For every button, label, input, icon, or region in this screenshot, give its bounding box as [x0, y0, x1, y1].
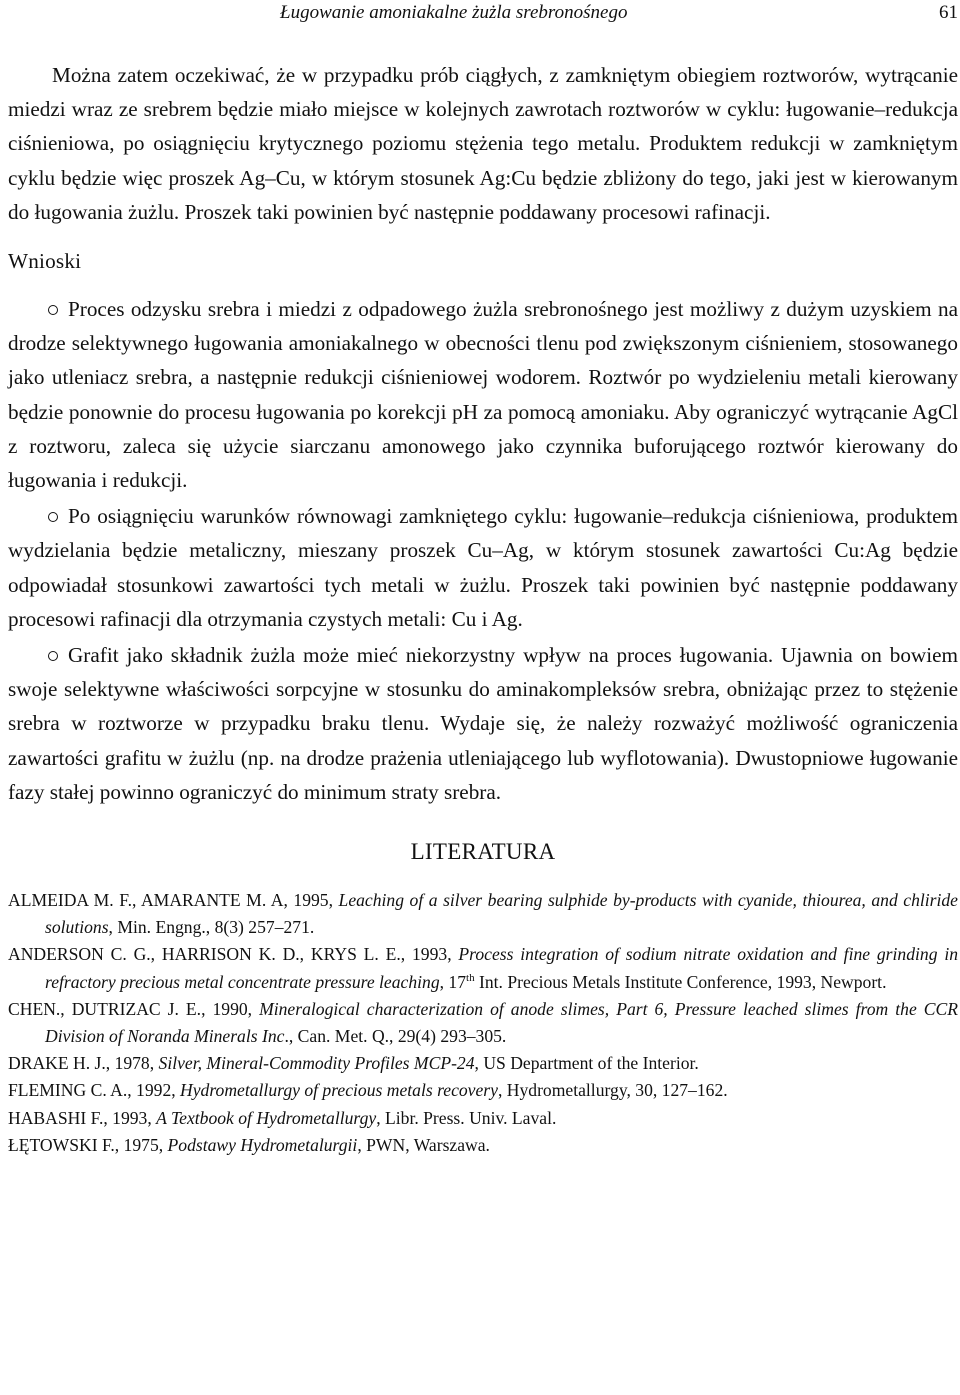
reference-source: , 17: [439, 971, 467, 992]
intro-paragraph: Można zatem oczekiwać, że w przypadku prób ciągłych, z zamkniętym obiegiem roztworów, wytrącanie miedzi wraz ze srebrem będzie miało miejsce w kolejnych zawrotach roztworów w cyklu: ługowanie–redukcja ciśnieniowa, po osiągnięciu krytycznego poziomu stężenia tego metalu. Produktem redukcji w zamkniętym cyklu będzie więc proszek Ag–Cu, w którym stosunek Ag:Cu będzie zbliżony do tego, jaki jest w kierowanym do ługowania żużlu. Proszek taki powinien być następnie poddawany procesowi rafinacji.: [8, 63, 958, 224]
reference-item: [8, 1050, 958, 1077]
paper-page: [8, 0, 958, 1159]
reference-title: Podstawy Hydrometalurgii: [167, 1134, 358, 1155]
reference-item: [8, 941, 958, 995]
reference-source: , PWN, Warszawa.: [357, 1134, 490, 1155]
conclusions-list: [8, 292, 958, 809]
conclusion-bullet: [8, 499, 958, 636]
bullet-icon: [48, 305, 58, 315]
reference-superscript: th: [466, 971, 475, 984]
conclusion-bullet: [8, 292, 958, 497]
reference-item: [8, 1105, 958, 1132]
reference-list: [8, 887, 958, 1159]
reference-authors: ALMEIDA M. F., AMARANTE M. A, 1995,: [8, 890, 339, 911]
conclusion-text: Grafit jako składnik żużla może mieć niekorzystny wpływ na proces ługowania. Ujawnia on bowiem swoje selektywne właściwości sorpcyjne w stosunku do aminakompleksów srebra, obniżając przez to stężenie srebra w roztworze w przypadku braku tlenu. Wydaje się, że należy rozważyć możliwość ograniczenia zawartości grafitu w żużlu (np. na drodze prażenia utleniającego lub wyflotowania). Dwustopniowe ługowanie fazy stałej powinno ograniczyć do minimum straty srebra.: [8, 643, 958, 804]
reference-source: , Libr. Press. Univ. Laval.: [376, 1107, 557, 1128]
running-header: [8, 2, 958, 30]
reference-title: Process integration of sodium nitrate oxidation and fine grinding in refractory precious metal concentrate pressure leaching: [45, 944, 958, 992]
reference-source: ., Can. Met. Q., 29(4) 293–305.: [284, 1026, 507, 1047]
reference-authors: DRAKE H. J., 1978,: [8, 1053, 159, 1074]
reference-item: [8, 996, 958, 1050]
reference-item: [8, 1077, 958, 1104]
bullet-icon: [48, 512, 58, 522]
page-number: 61: [939, 2, 958, 23]
reference-authors: ŁĘTOWSKI F., 1975,: [8, 1134, 168, 1155]
conclusion-text: Proces odzysku srebra i miedzi z odpadowego żużla srebronośnego jest możliwy z dużym uzyskiem na drodze selektywnego ługowania amoniakalnego w obecności tlenu pod zwiększonym ciśnieniem, stosowanego jako utleniacz srebra, a następnie redukcji ciśnieniowej wodorem. Roztwór po wydzieleniu metali kierowany będzie ponownie do procesu ługowania po korekcji pH za pomocą amoniaku. Aby ograniczyć wytrącanie AgCl z roztworu, zaleca się użycie siarczanu amonowego jako czynnika buforującego roztwór kierowany do ługowania i redukcji.: [8, 297, 958, 493]
reference-title: Leaching of a silver bearing sulphide by-products with cyanide, thiourea, and chliride solutions: [45, 890, 958, 938]
bullet-icon: [48, 651, 58, 661]
reference-source: , Min. Engng., 8(3) 257–271.: [108, 917, 315, 938]
reference-title: A Textbook of Hydrometallurgy: [156, 1107, 377, 1128]
reference-authors: CHEN., DUTRIZAC J. E., 1990,: [8, 998, 260, 1019]
reference-source: , US Department of the Interior.: [474, 1053, 699, 1074]
conclusion-text: Po osiągnięciu warunków równowagi zamkniętego cyklu: ługowanie–redukcja ciśnieniowa, produktem wydzielania będzie metaliczny, mieszany proszek Cu–Ag, w którym stosunek zawartości Cu:Ag będzie odpowiadał stosunkowi zawartości tych metali w żużlu. Proszek taki powinien być następnie poddawany procesowi rafinacji dla otrzymania czystych metali: Cu i Ag.: [8, 504, 958, 631]
reference-authors: HABASHI F., 1993,: [8, 1107, 157, 1128]
reference-authors: ANDERSON C. G., HARRISON K. D., KRYS L. E., 1993,: [8, 944, 459, 965]
reference-item: [8, 1132, 958, 1159]
reference-source-cont: Int. Precious Metals Institute Conference, 1993, Newport.: [474, 971, 887, 992]
reference-item: [8, 887, 958, 941]
conclusion-bullet: [8, 638, 958, 809]
reference-authors: FLEMING C. A., 1992,: [8, 1080, 181, 1101]
section-heading-literature: LITERATURA: [410, 839, 556, 865]
running-title: Ługowanie amoniakalne żużla srebronośnego: [280, 2, 628, 23]
reference-title: Hydrometallurgy of precious metals recovery: [180, 1080, 498, 1101]
reference-title: Silver, Mineral-Commodity Profiles MCP-24: [158, 1053, 475, 1074]
section-heading-conclusions: Wnioski: [8, 249, 82, 274]
reference-source: , Hydrometallurgy, 30, 127–162.: [497, 1080, 728, 1101]
reference-title: Mineralogical characterization of anode slimes, Part 6, Pressure leached slimes from the CCR Division of Noranda Minerals Inc: [45, 998, 958, 1047]
